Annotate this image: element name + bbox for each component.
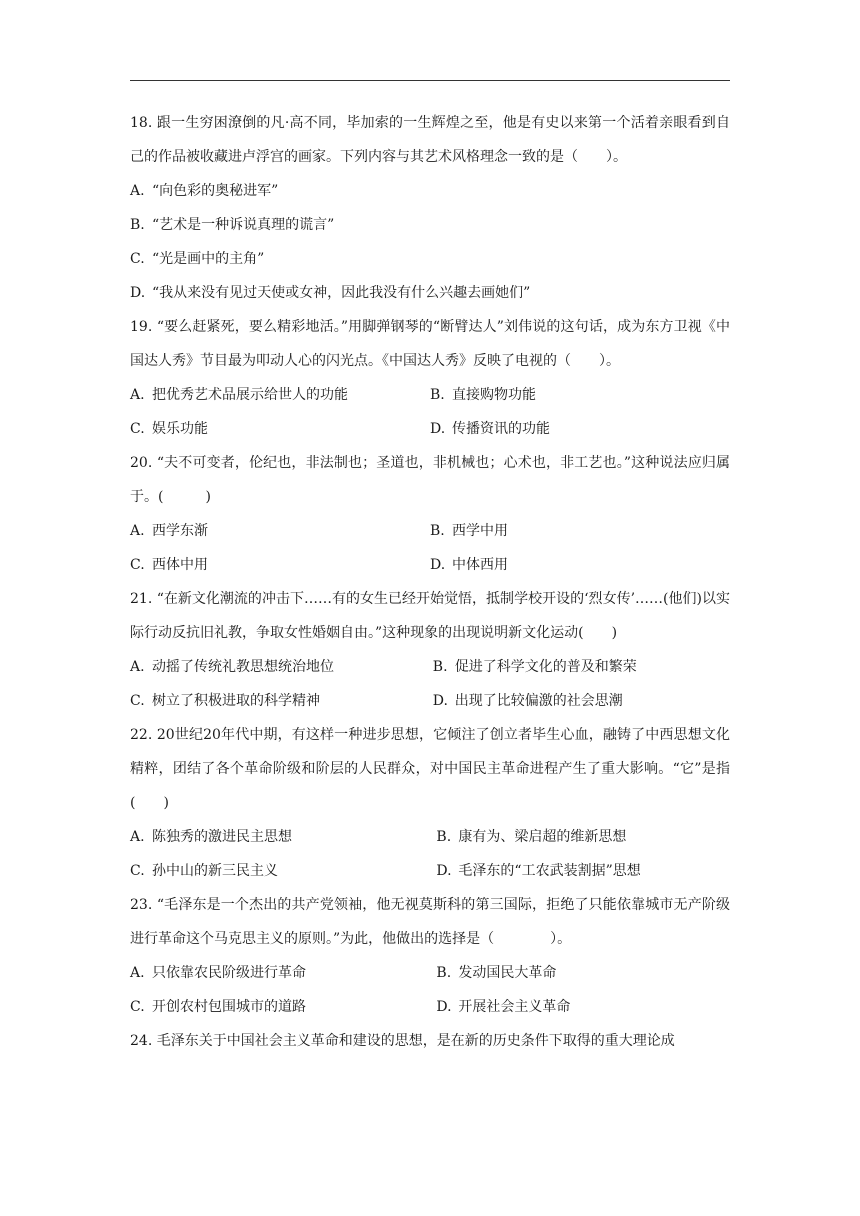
option-a: A. 西学东渐 <box>130 523 208 539</box>
option-a: A. “向色彩的奥秘进军” <box>130 183 279 199</box>
question-19 <box>130 310 730 446</box>
question-21 <box>130 582 730 718</box>
question-stem: 21. “在新文化潮流的冲击下……有的女生已经开始觉悟，抵制学校开设的‘烈女传’……(他们)以实际行动反抗旧礼教，争取女性婚姻自由。”这种现象的出现说明新文化运动( ) <box>130 591 730 641</box>
option-c: C. 开创农村包围城市的道路 <box>130 999 306 1015</box>
option-b: B. 西学中用 <box>430 523 508 539</box>
option-a: A. 动摇了传统礼教思想统治地位 <box>130 659 334 675</box>
question-stem: 24. 毛泽东关于中国社会主义革命和建设的思想，是在新的历史条件下取得的重大理论成 <box>130 1033 675 1049</box>
option-d: D. 传播资讯的功能 <box>430 421 550 437</box>
option-d: D. 出现了比较偏激的社会思潮 <box>432 693 623 709</box>
option-c: C. 树立了积极进取的科学精神 <box>130 693 320 709</box>
question-stem: 18. 跟一生穷困潦倒的凡·高不同，毕加索的一生辉煌之至，他是有史以来第一个活着亲眼看到自己的作品被收藏进卢浮宫的画家。下列内容与其艺术风格理念一致的是（ ）。 <box>130 115 730 165</box>
option-a: A. 只依靠农民阶级进行革命 <box>130 965 306 981</box>
option-c: C. 孙中山的新三民主义 <box>130 863 278 879</box>
question-23 <box>130 888 730 1024</box>
question-22 <box>130 718 730 888</box>
option-d: D. 中体西用 <box>430 557 508 573</box>
option-c: C. “光是画中的主角” <box>130 251 265 267</box>
option-a: A. 陈独秀的激进民主思想 <box>130 829 292 845</box>
question-stem: 23. “毛泽东是一个杰出的共产党领袖，他无视莫斯科的第三国际，拒绝了只能依靠城市无产阶级进行革命这个马克思主义的原则。”为此，他做出的选择是（ ）。 <box>130 897 730 947</box>
option-d: D. 开展社会主义革命 <box>436 999 571 1015</box>
option-c: C. 娱乐功能 <box>130 421 208 437</box>
question-stem: 19. “要么赶紧死，要么精彩地活。”用脚弹钢琴的“断臂达人”刘伟说的这句话，成为东方卫视《中国达人秀》节目最为叩动人心的闪光点。《中国达人秀》反映了电视的（ ）。 <box>130 319 730 369</box>
option-b: B. 促进了科学文化的普及和繁荣 <box>432 659 637 675</box>
option-b: B. 发动国民大革命 <box>436 965 557 981</box>
question-20 <box>130 446 730 582</box>
question-stem: 20. “夫不可变者，伦纪也，非法制也；圣道也，非机械也；心术也，非工艺也。”这种说法应归属于。( ) <box>130 455 730 505</box>
option-c: C. 西体中用 <box>130 557 208 573</box>
option-d: D. 毛泽东的“工农武装割据”思想 <box>436 863 641 879</box>
header-rule <box>130 80 730 81</box>
exam-page <box>130 106 730 1058</box>
option-b: B. “艺术是一种诉说真理的谎言” <box>130 217 335 233</box>
option-b: B. 康有为、梁启超的维新思想 <box>436 829 627 845</box>
option-a: A. 把优秀艺术品展示给世人的功能 <box>130 387 348 403</box>
question-stem: 22. 20世纪20年代中期，有这样一种进步思想，它倾注了创立者毕生心血，融铸了中西思想文化精粹，团结了各个革命阶级和阶层的人民群众，对中国民主革命进程产生了重大影响。“它”是指( ) <box>130 727 730 811</box>
option-d: D. “我从来没有见过天使或女神，因此我没有什么兴趣去画她们” <box>130 285 531 301</box>
question-24 <box>130 1024 730 1058</box>
option-b: B. 直接购物功能 <box>430 387 536 403</box>
question-18 <box>130 106 730 310</box>
